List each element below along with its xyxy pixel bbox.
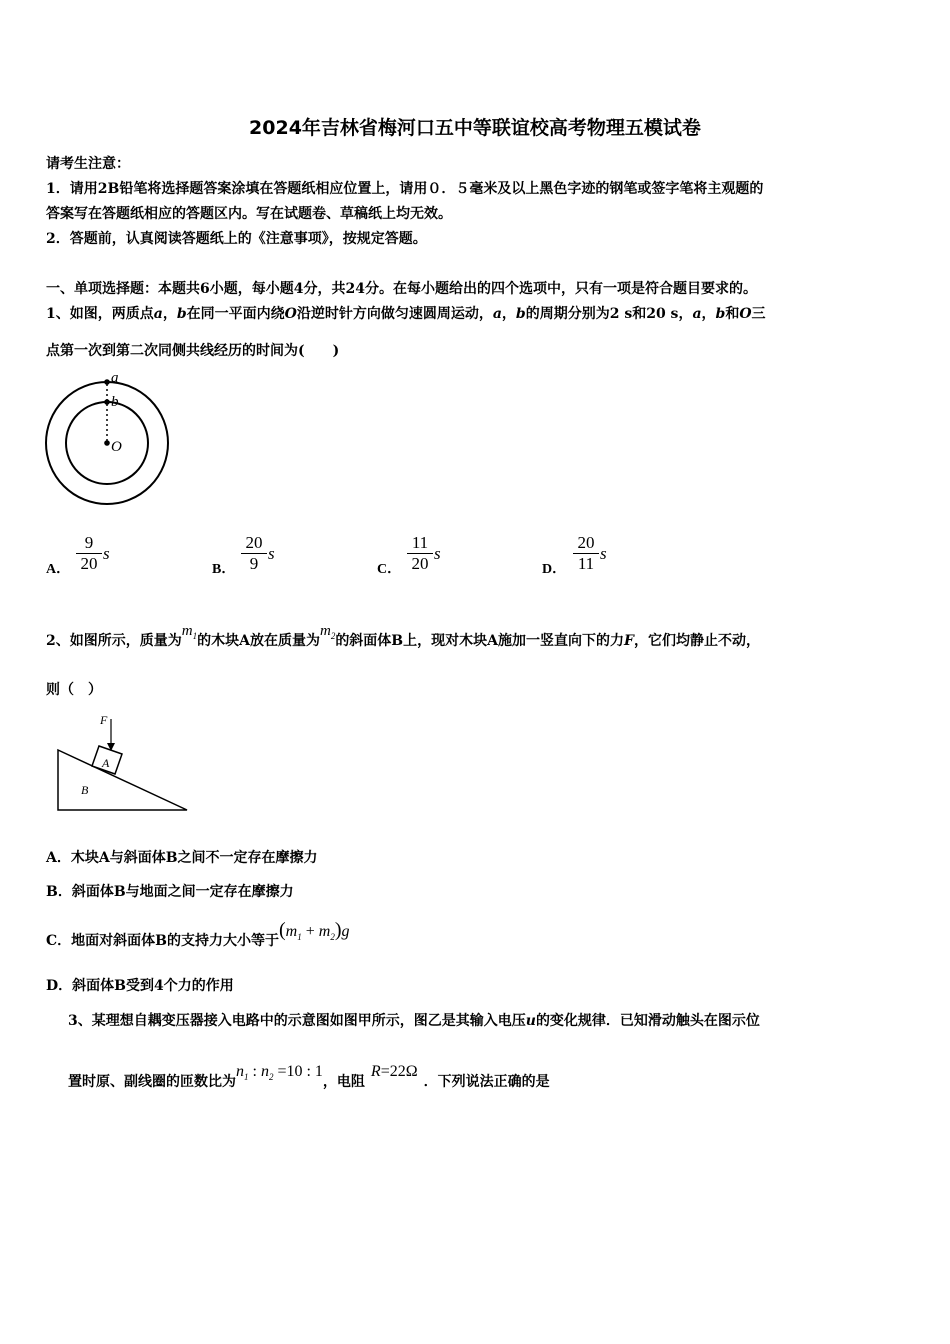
- q1-option-a-label: A．: [46, 562, 71, 577]
- q1-option-a-numerator: 9: [76, 534, 102, 554]
- label-B: B: [81, 783, 89, 797]
- q1-option-c-label: C．: [377, 562, 402, 577]
- q1-stem-line2: 点第一次到第二次同侧共线经历的时间为( ): [46, 343, 340, 359]
- q3-stem-line2: 置时原、副线圈的匝数比为$n_1$ : $n_2 =10$ : 1，电阻R=22Ω．下列说法正确的是: [68, 1063, 550, 1090]
- q2-incline-figure: [50, 710, 192, 816]
- label-A: A: [102, 756, 110, 770]
- q2-option-c: C．地面对斜面体B的支持力大小等于$(m_1 + m_2)g$: [46, 919, 350, 949]
- label-a: a: [111, 370, 119, 386]
- q1-option-c-numerator: 11: [407, 534, 433, 554]
- q1-option-c-denominator: 20: [411, 554, 429, 573]
- q1-option-c-unit: s: [434, 544, 441, 563]
- q1-option-b-label: B．: [212, 562, 236, 577]
- notice-line-2: 2．答题前，认真阅读答题纸上的《注意事项》，按规定答题。: [46, 231, 427, 247]
- q1-option-b-numerator: 20: [241, 534, 267, 554]
- q2-option-b: B．斜面体B与地面之间一定存在摩擦力: [46, 884, 294, 900]
- page-title: 2024年吉林省梅河口五中等联谊校高考物理五模试卷: [249, 117, 701, 139]
- q1-option-c-fraction: [407, 534, 433, 574]
- q1-stem-line1: 1、如图，两质点a，b在同一平面内绕O沿逆时针方向做匀速圆周运动，a，b的周期分别为2 s和20 s，a，b和O三: [46, 306, 766, 322]
- q1-option-d-denominator: 11: [577, 554, 595, 573]
- q3-turns-ratio: $n_1$ : $n_2 =10$ : 1: [236, 1063, 323, 1083]
- q1-option-d-fraction: [573, 534, 599, 574]
- q1-option-b-fraction: [241, 534, 267, 574]
- q2-option-d: D．斜面体B受到4个力的作用: [46, 978, 234, 994]
- q1-option-d-label: D．: [542, 562, 567, 577]
- point-a: [104, 379, 110, 385]
- q1-option-a-unit: s: [103, 544, 110, 563]
- label-b: b: [111, 394, 119, 410]
- label-F: F: [100, 713, 108, 727]
- label-O: O: [111, 439, 122, 455]
- q1-option-b-denominator: 9: [249, 554, 259, 573]
- section-heading: 一、单项选择题：本题共6小题，每小题4分，共24分。在每小题给出的四个选项中，只有一项是符合题目要求的。: [46, 281, 757, 297]
- point-O: [104, 440, 110, 446]
- q2-option-a: A．木块A与斜面体B之间不一定存在摩擦力: [46, 850, 318, 866]
- q3-stem-line1: 3、某理想自耦变压器接入电路中的示意图如图甲所示，图乙是其输入电压u的变化规律．已知滑动触头在图示位: [68, 1013, 760, 1029]
- notice-heading: 请考生注意：: [46, 156, 130, 172]
- incline-body-B: [58, 750, 187, 810]
- q2-option-c-formula: $(m_1 + m_2)g$: [278, 919, 350, 943]
- q2-m2: $m_2$: [319, 623, 336, 641]
- q1-circles-figure: [44, 368, 174, 510]
- q3-resistance: R=22Ω: [370, 1063, 418, 1080]
- point-b: [104, 399, 110, 405]
- q2-stem-line2: 则（ ）: [46, 682, 102, 698]
- q1-option-a-fraction: [76, 534, 102, 574]
- notice-line-1b: 答案写在答题纸相应的答题区内。写在试题卷、草稿纸上均无效。: [46, 206, 452, 222]
- q1-option-b-unit: s: [268, 544, 275, 563]
- q2-m1: $m_1$: [181, 623, 198, 641]
- q2-stem-line1: 2、如图所示，质量为$m_1$的木块A放在质量为$m_2$的斜面体B上，现对木块A施加一竖直向下的力F，它们均静止不动，: [46, 623, 760, 649]
- q1-option-d-unit: s: [600, 544, 607, 563]
- q1-option-d-numerator: 20: [573, 534, 599, 554]
- notice-line-1a: 1．请用2B铅笔将选择题答案涂填在答题纸相应位置上，请用０．５毫米及以上黑色字迹的钢笔或签字笔将主观题的: [46, 181, 764, 197]
- q1-option-a-denominator: 20: [80, 554, 98, 573]
